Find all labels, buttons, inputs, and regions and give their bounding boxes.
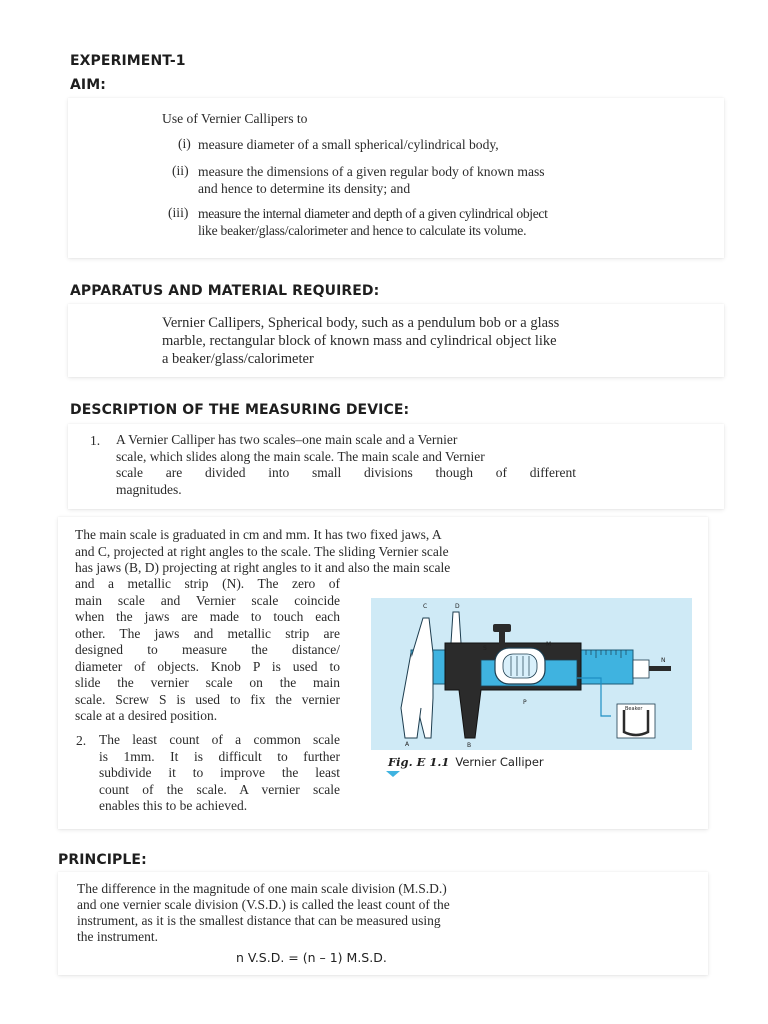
figure-caption (388, 755, 544, 770)
point1-text (116, 432, 576, 498)
caption-triangle-icon (386, 771, 400, 778)
point2-line: The least count of a common scale (99, 732, 340, 747)
label-a: A (405, 741, 410, 748)
figure-label: Fig. E 1.1 (388, 755, 450, 769)
label-p: P (523, 699, 527, 706)
aim-item-line: and hence to determine its density; and (198, 181, 411, 196)
point1-line: magnitudes. (116, 481, 182, 497)
description-heading: DESCRIPTION OF THE MEASURING DEVICE: (70, 402, 410, 418)
principle-card (58, 872, 708, 975)
aim-intro: Use of Vernier Callipers to (162, 111, 308, 126)
label-m: M (546, 641, 552, 648)
label-d: D (455, 603, 460, 610)
principle-formula: n V.S.D. = (n – 1) M.S.D. (236, 950, 387, 965)
point1-line: scale are divided into small divisions though of different (116, 465, 576, 480)
main-para-line: main scale and Vernier scale coincide (75, 592, 340, 608)
apparatus-line: marble, rectangular block of known mass and cylindrical object like (162, 333, 557, 349)
main-para-line: other. The jaws and metallic strip are (75, 625, 340, 641)
apparatus-line: a beaker/glass/calorimeter (162, 351, 314, 367)
principle-line: and one vernier scale division (V.S.D.) is called the least count of the (77, 897, 450, 912)
aim-item-line: measure the dimensions of a given regular body of known mass (198, 164, 545, 179)
label-s: S (483, 645, 487, 652)
aim-heading: AIM: (70, 77, 106, 93)
principle-heading: PRINCIPLE: (58, 852, 147, 868)
point1-line: scale, which slides along the main scale. The main scale and Vernier (116, 448, 485, 464)
main-para-line: The main scale is graduated in cm and mm. It has two fixed jaws, A (75, 527, 442, 542)
aim-item-line: measure the internal diameter and depth of a given cylindrical object (198, 206, 548, 221)
aim-card (68, 98, 724, 258)
label-b: B (467, 742, 472, 749)
aim-item-num: (ii) (172, 163, 189, 178)
point2-line: enables this to be achieved. (99, 798, 248, 813)
point1-line: A Vernier Calliper has two scales–one main scale and a Vernier (116, 432, 458, 447)
main-para-full (75, 527, 565, 577)
vernier-calliper-figure (371, 598, 692, 750)
principle-line: The difference in the magnitude of one main scale division (M.S.D.) (77, 881, 447, 896)
main-para-line: has jaws (B, D) projecting at right angles to it and also the main scale (75, 560, 451, 575)
aim-item-line: measure diameter of a small spherical/cylindrical body, (198, 137, 499, 152)
main-para-line: scale at a desired position. (75, 708, 218, 723)
aim-item-num: (iii) (168, 205, 189, 220)
point2-line: subdivide it to improve the least (99, 765, 340, 780)
main-para-line: slide the vernier scale on the main (75, 675, 340, 690)
point2-line: count of the scale. A vernier scale (99, 781, 340, 797)
point-number: 1. (90, 433, 101, 448)
label-beaker: Beaker (625, 706, 643, 712)
aim-item-num: (i) (178, 136, 191, 151)
figure-name: Vernier Calliper (455, 755, 544, 769)
point2-line: is 1mm. It is difficult to further (99, 748, 340, 764)
label-n: N (661, 657, 666, 664)
screw-window (503, 654, 537, 678)
point2-text (99, 732, 340, 815)
point-number: 2. (76, 733, 87, 748)
main-para-line: when the jaws are made to touch each (75, 609, 340, 624)
description-point1-card (68, 424, 724, 509)
main-para-line: and C, projected at right angles to the scale. The sliding Vernier scale (75, 543, 449, 559)
description-main-card (58, 517, 708, 829)
metallic-strip (649, 666, 671, 671)
label-c: C (423, 603, 428, 610)
main-para-line: diameter of objects. Knob P is used to (75, 658, 340, 674)
apparatus-line: Vernier Callipers, Spherical body, such as a pendulum bob or a glass (162, 315, 560, 331)
main-para-line: scale. Screw S is used to fix the vernier (75, 691, 340, 707)
principle-text (77, 881, 572, 945)
knob-p (493, 624, 511, 632)
main-para-narrow (75, 576, 340, 725)
main-para-line: designed to measure the distance/ (75, 642, 340, 657)
principle-line: instrument, as it is the smallest distance that can be measured using (77, 913, 441, 928)
apparatus-card (68, 304, 724, 377)
main-para-line: and a metallic strip (N). The zero of (75, 576, 340, 591)
sliding-jaw-upper (451, 612, 461, 643)
principle-line: the instrument. (77, 929, 158, 944)
experiment-title: EXPERIMENT-1 (70, 53, 186, 69)
apparatus-heading: APPARATUS AND MATERIAL REQUIRED: (70, 283, 380, 299)
aim-item-line: like beaker/glass/calorimeter and hence to calculate its volume. (198, 223, 527, 238)
scale-end-block (633, 660, 649, 678)
